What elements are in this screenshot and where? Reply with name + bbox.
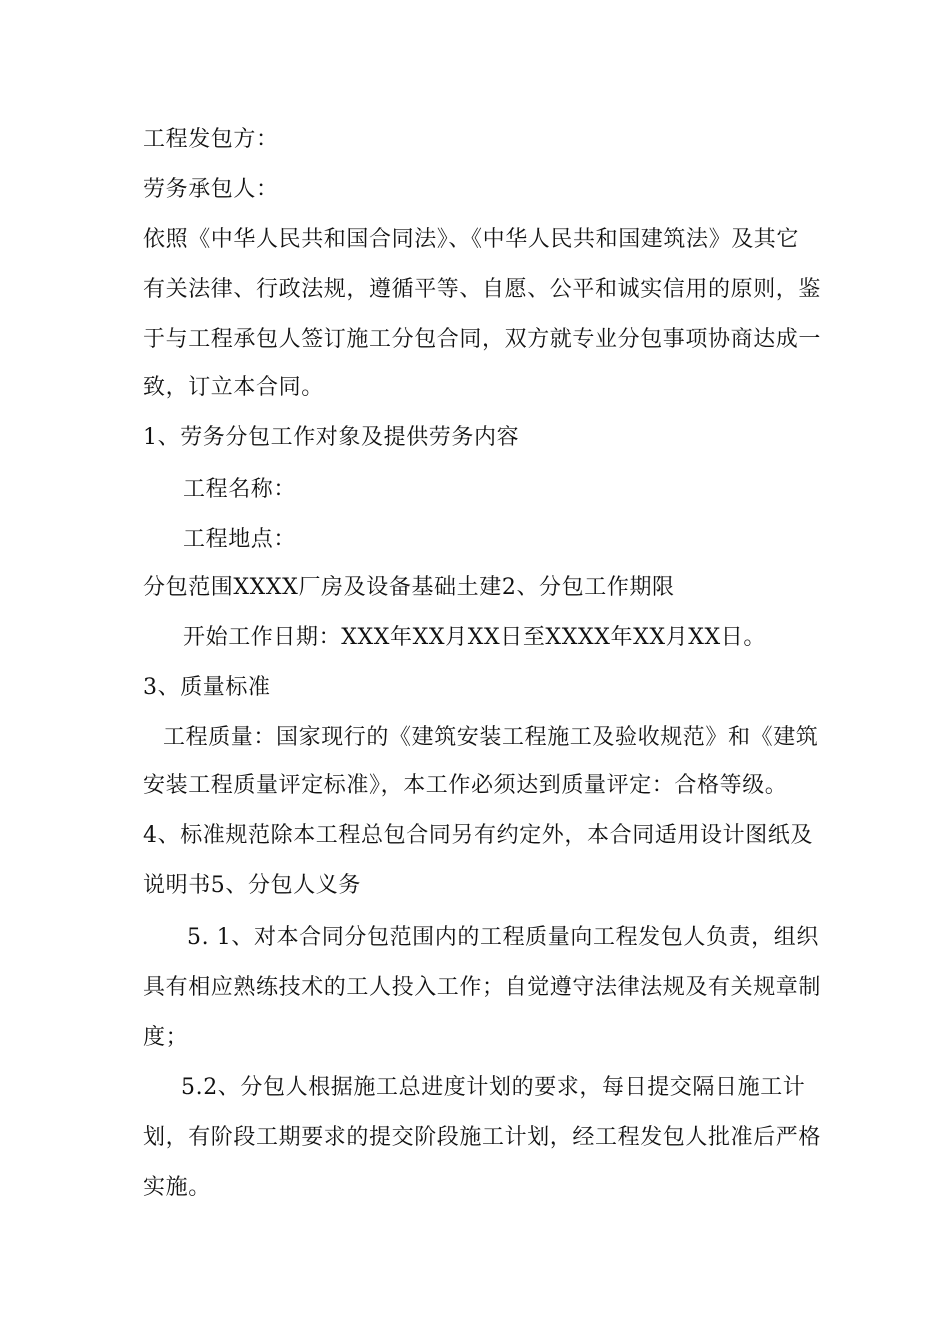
quality-line-1: 工程质量：国家现行的《建筑安装工程施工及验收规范》和《建筑 bbox=[163, 725, 819, 750]
work-period-line: 开始工作日期：XXX年XX月XX日至XXXX年XX月XX日。 bbox=[183, 625, 766, 650]
clause-5-1-line-1: 5. 1、对本合同分包范围内的工程质量向工程发包人负责，组织 bbox=[187, 925, 819, 950]
contractor-party-label: 工程发包方： bbox=[143, 127, 279, 152]
preamble-line-2: 有关法律、行政法规，遵循平等、自愿、公平和诚实信用的原则，鉴 bbox=[143, 277, 822, 302]
preamble-line-1: 依照《中华人民共和国合同法》、《中华人民共和国建筑法》及其它 bbox=[143, 227, 800, 252]
clause-5-1-line-3: 度； bbox=[143, 1025, 189, 1050]
section-4-line-2: 说明书5、分包人义务 bbox=[143, 873, 361, 898]
clause-5-2-line-1: 5.2、分包人根据施工总进度计划的要求，每日提交隔日施工计 bbox=[181, 1075, 806, 1100]
scope-and-section-2-line: 分包范围XXXX厂房及设备基础土建2、分包工作期限 bbox=[143, 575, 675, 600]
project-name-label: 工程名称： bbox=[183, 477, 297, 502]
quality-line-2: 安装工程质量评定标准》，本工作必须达到质量评定：合格等级。 bbox=[143, 773, 788, 798]
clause-5-1-line-2: 具有相应熟练技术的工人投入工作；自觉遵守法律法规及有关规章制 bbox=[143, 975, 822, 1000]
section-3-heading: 3、质量标准 bbox=[143, 675, 271, 700]
project-location-label: 工程地点： bbox=[183, 527, 297, 552]
preamble-line-4: 致，订立本合同。 bbox=[143, 375, 324, 400]
clause-5-2-line-2: 划，有阶段工期要求的提交阶段施工计划，经工程发包人批准后严格 bbox=[143, 1125, 822, 1150]
preamble-line-3: 于与工程承包人签订施工分包合同，双方就专业分包事项协商达成一 bbox=[143, 327, 822, 352]
section-1-heading: 1、劳务分包工作对象及提供劳务内容 bbox=[143, 425, 520, 450]
section-4-line-1: 4、标准规范除本工程总包合同另有约定外，本合同适用设计图纸及 bbox=[143, 823, 813, 848]
labor-subcontractor-label: 劳务承包人： bbox=[143, 177, 279, 202]
clause-5-2-line-3: 实施。 bbox=[143, 1175, 211, 1200]
